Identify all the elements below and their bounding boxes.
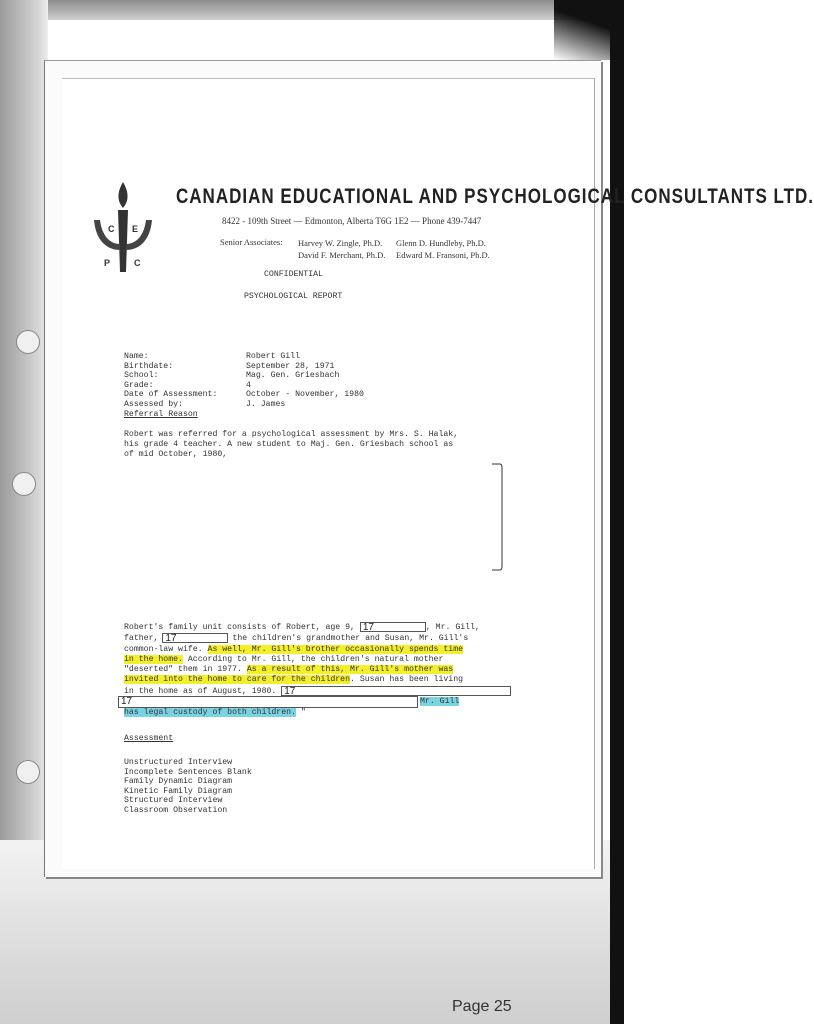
paragraph-line (124, 645, 511, 655)
text-segment: the children's grandmother and Susan, Mr. Gill's (232, 634, 469, 644)
associates-column-1 (298, 237, 385, 261)
paragraph-line (124, 622, 511, 633)
logo-letter-p: P (104, 258, 111, 268)
redaction-box: 17 (162, 633, 228, 643)
paragraph-line (124, 633, 511, 644)
text-segment: " (295, 708, 306, 717)
highlighted-text: in the home. (124, 654, 183, 664)
highlighted-text: has legal custody of both children. (124, 708, 296, 717)
text-segment: . Susan has been living (350, 675, 464, 685)
text-segment: According to Mr. Gill, the children's natural mother (182, 654, 444, 664)
detail-value: September 28, 1971 (246, 361, 335, 371)
text-segment: father, (124, 634, 159, 644)
paragraph-line (124, 665, 511, 675)
paragraph-line: of mid October, 1980, (124, 450, 228, 460)
text-segment (420, 697, 459, 706)
list-item: Family Dynamic Diagram (124, 777, 233, 787)
assessment-heading: Assessment (124, 734, 174, 743)
assessment-list (124, 758, 252, 816)
list-item: Unstructured Interview (124, 758, 233, 767)
redaction-box-wide: 17 (118, 696, 418, 708)
binder-hole-middle (12, 472, 36, 496)
detail-label: Grade: (124, 380, 154, 390)
company-name: CANADIAN EDUCATIONAL AND PSYCHOLOGICAL CONSULTANTS LTD. (176, 184, 814, 208)
text-segment: , Mr. Gill, (425, 623, 480, 633)
paragraph-line: Robert was referred for a psychological assessment by Mrs. S. Halak, (124, 430, 459, 439)
paragraph-line (124, 708, 306, 717)
list-item: Kinetic Family Diagram (124, 786, 233, 796)
associate-name: Glenn D. Hundleby, Ph.D. (396, 238, 486, 248)
detail-label: School: (124, 371, 159, 381)
binder-hole-bottom (16, 760, 40, 784)
detail-label: Assessed by: (124, 399, 183, 409)
scan-top-edge (0, 0, 624, 20)
logo-letter-c: C (108, 224, 115, 234)
detail-value: J. James (246, 399, 286, 409)
associate-name: David F. Merchant, Ph.D. (298, 250, 386, 260)
binder-hole-top (16, 330, 40, 354)
scan-corner-shadow (554, 0, 624, 60)
redaction-box: 17 (360, 622, 426, 632)
paragraph-line (124, 675, 511, 685)
margin-bracket (492, 462, 504, 572)
scan-right-edge (610, 0, 624, 1024)
list-item: Incomplete Sentences Blank (124, 767, 252, 777)
list-item: Classroom Observation (124, 805, 228, 815)
detail-value: Robert Gill (246, 352, 301, 361)
detail-value: October - November, 1980 (246, 390, 364, 400)
referral-heading: Referral Reason (124, 410, 198, 419)
highlighted-text: invited into the home to care for the children (124, 675, 351, 685)
page-number: Page 25 (452, 998, 512, 1015)
text-segment: "deserted" them in 1977. (124, 665, 247, 675)
highlighted-text: As well, Mr. Gill's brother occasionally spends time (207, 644, 464, 654)
highlighted-text: Mr. Gill (420, 697, 460, 706)
detail-label: Name: (124, 352, 149, 361)
associate-name: Harvey W. Zingle, Ph.D. (298, 238, 383, 248)
detail-value: 4 (246, 380, 251, 390)
report-title: PSYCHOLOGICAL REPORT (244, 292, 343, 301)
text-segment: Robert's family unit consists of Robert, age 9, (124, 623, 355, 633)
highlighted-text: As a result of this, Mr. Gill's mother was (246, 665, 454, 675)
logo-letter-e: E (132, 224, 139, 234)
detail-value: Mag. Gen. Griesbach (246, 371, 340, 381)
torch-logo-icon (88, 180, 158, 280)
associates-column-2 (396, 237, 490, 261)
detail-label: Date of Assessment: (124, 390, 218, 400)
confidential-label: CONFIDENTIAL (264, 270, 323, 279)
paragraph-line: his grade 4 teacher. A new student to Maj. Gen. Griesbach school as (124, 440, 454, 450)
company-address: 8422 - 109th Street — Edmonton, Alberta T6G 1E2 — Phone 439-7447 (222, 216, 482, 226)
text-segment: common-law wife. (124, 644, 208, 654)
referral-paragraph (124, 430, 458, 461)
text-segment: in the home as of August, 1980. (124, 686, 277, 696)
logo-letter-c2: C (134, 258, 141, 268)
detail-label: Birthdate: (124, 361, 174, 371)
family-paragraph (124, 622, 511, 697)
list-item: Structured Interview (124, 796, 223, 806)
paragraph-line (124, 655, 511, 665)
associates-label: Senior Associates: (220, 237, 283, 247)
associate-name: Edward M. Fransoni, Ph.D. (396, 250, 490, 260)
redaction-box: 17 (281, 686, 511, 696)
